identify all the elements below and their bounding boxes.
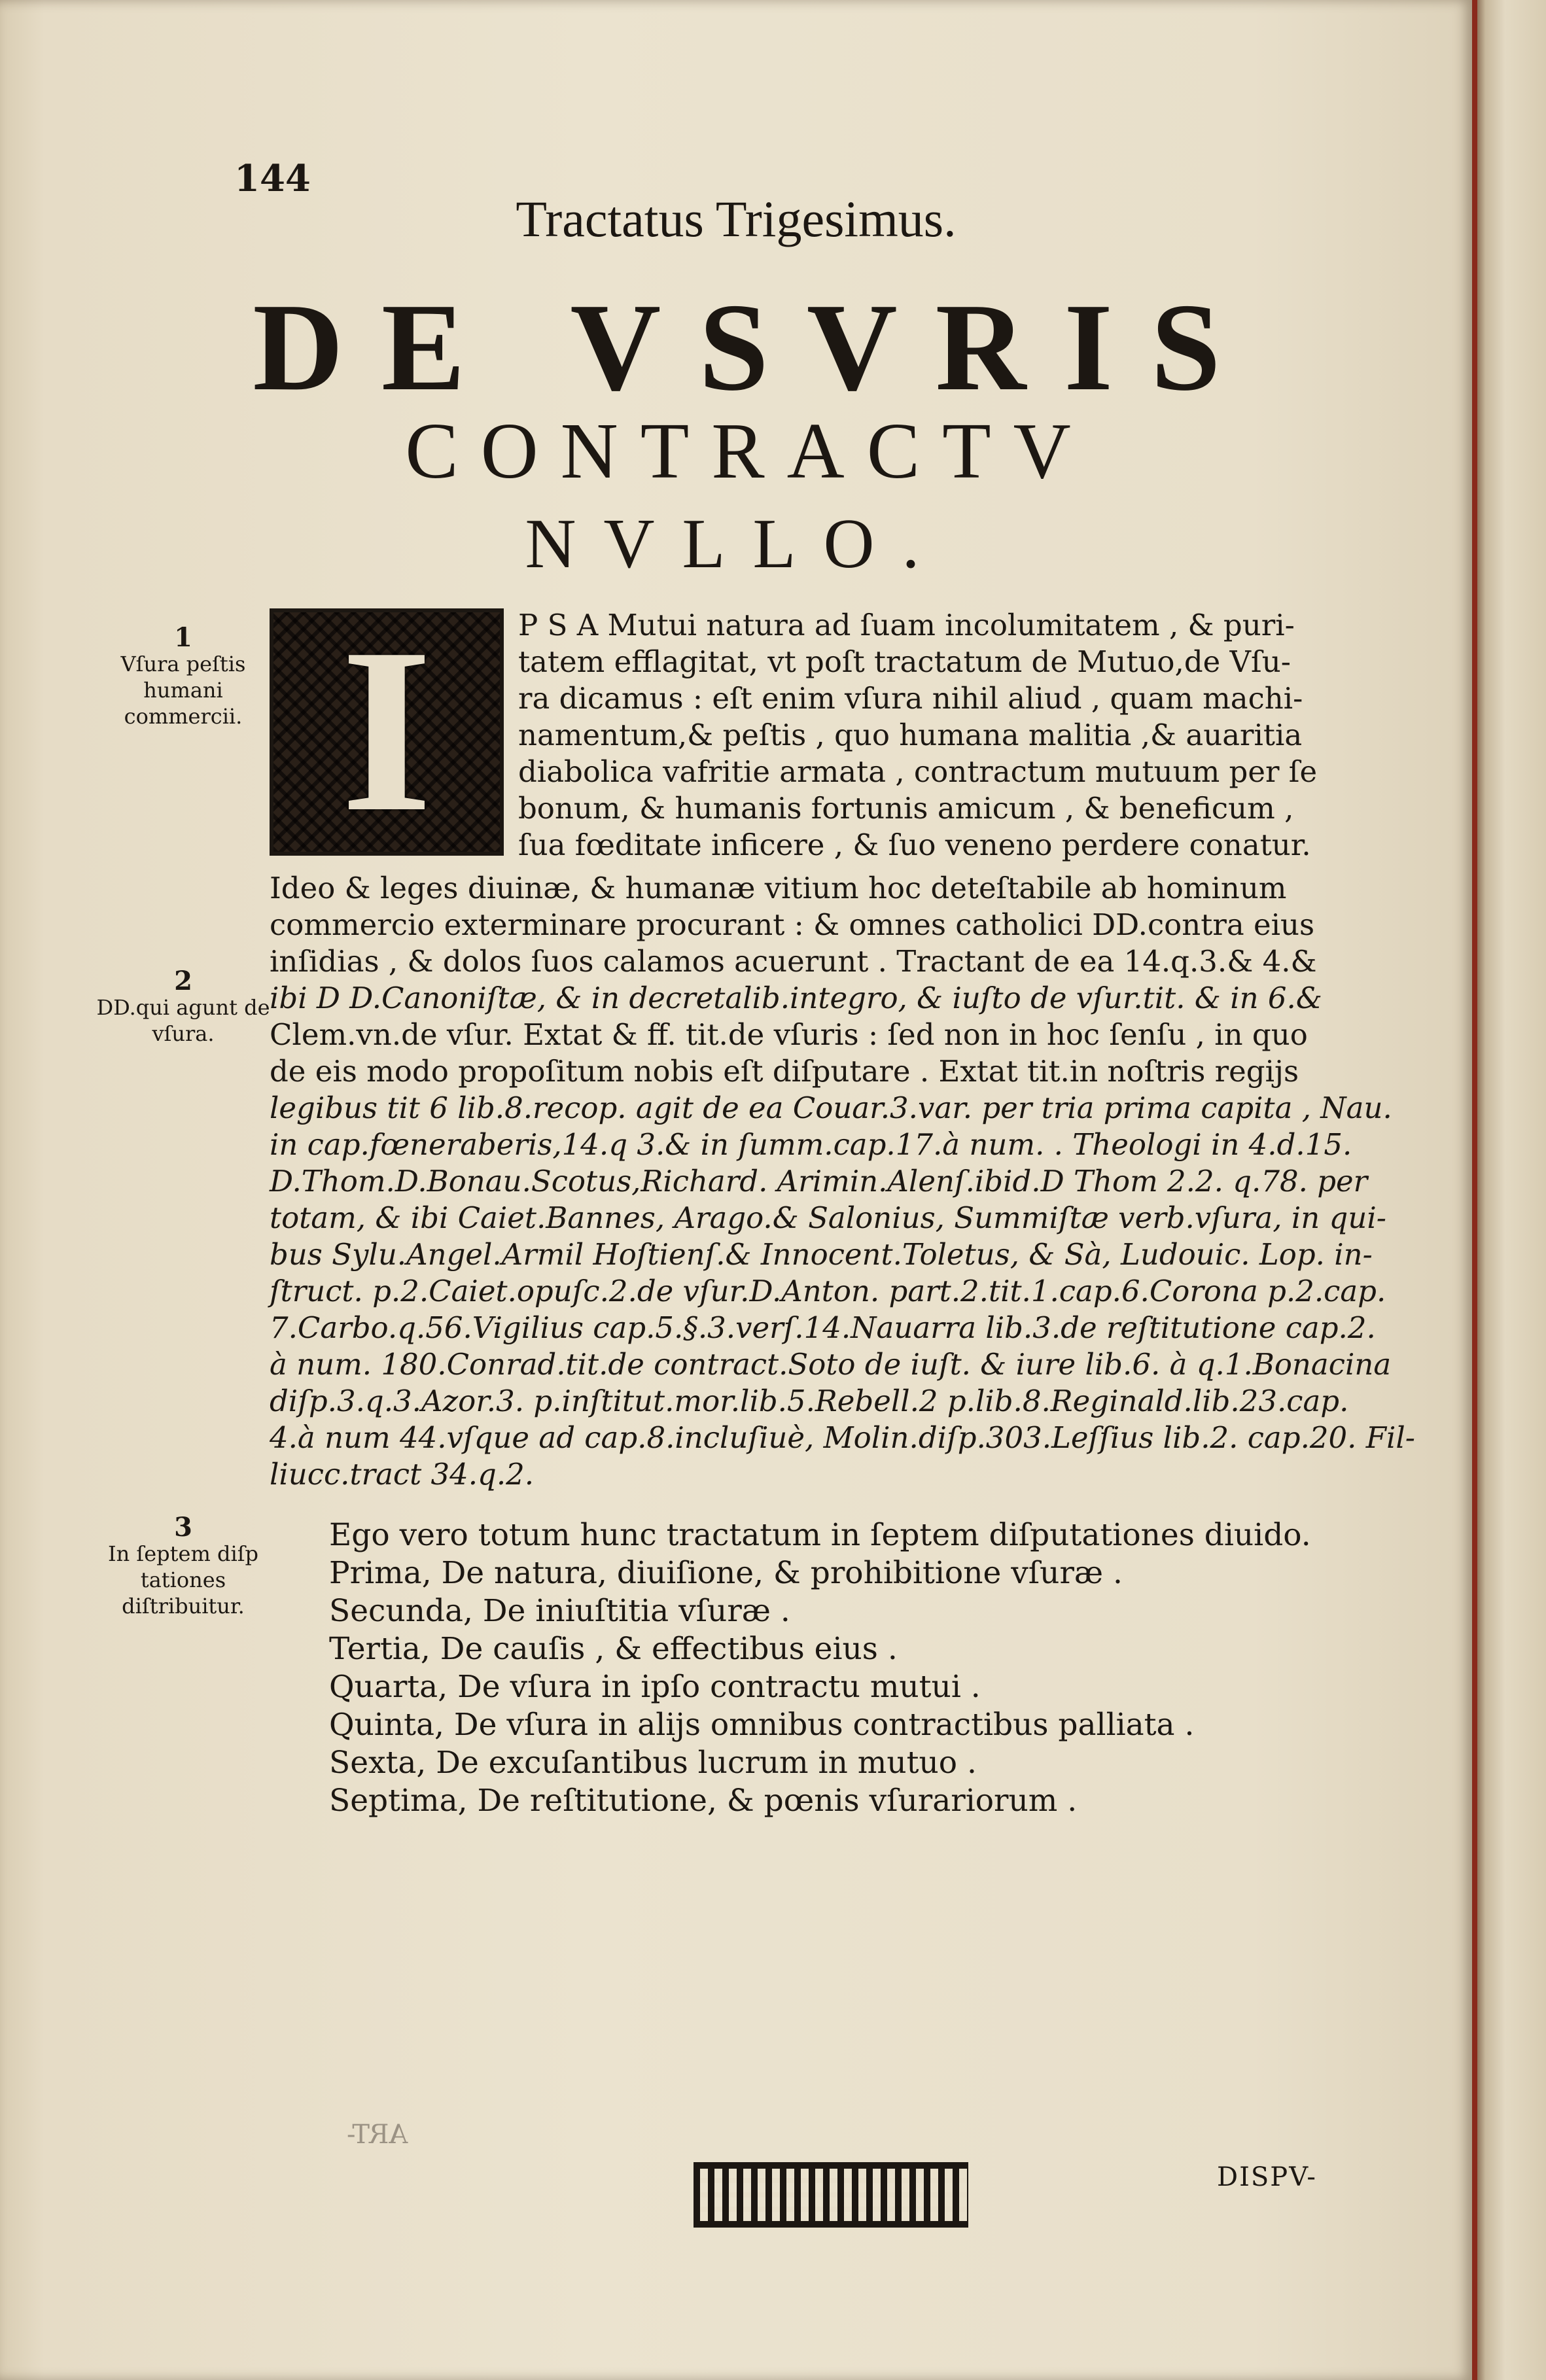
body-line: Ideo & leges diuinæ, & humanæ vitium hoc deteſtabile ab hominum bbox=[270, 871, 1287, 905]
body-line: diabolica vafritie armata , contractum mutuum per ſe bbox=[518, 754, 1318, 789]
body-line: liucc.tract 34.q.2. bbox=[270, 1457, 535, 1492]
binding-edge bbox=[1472, 0, 1477, 2380]
body-line: in cap.fœneraberis,14.q 3.& in ſumm.cap.17.à num. . Theologi in 4.d.15. bbox=[270, 1127, 1352, 1162]
body-line: P S A Mutui natura ad ſuam incolumitatem , & puri- bbox=[518, 608, 1295, 642]
body-line: bonum, & humanis fortunis amicum , & beneficum , bbox=[518, 791, 1294, 826]
division-item: Quinta, De vſura in alijs omnibus contractibus palliata . bbox=[329, 1707, 1195, 1743]
marginal-note-number: 2 bbox=[174, 966, 192, 996]
marginal-note-number: 1 bbox=[174, 622, 192, 653]
body-line: diſp.3.q.3.Azor.3. p.inſtitut.mor.lib.5.Rebell.2 p.lib.8.Reginald.lib.23.cap. bbox=[270, 1384, 1349, 1418]
division-item: Quarta, De vſura in ipſo contractu mutui . bbox=[329, 1669, 981, 1705]
division-list bbox=[329, 1516, 1311, 1820]
printers-ornament bbox=[694, 2162, 968, 2228]
division-item: Septima, De reſtitutione, & pœnis vſurariorum . bbox=[329, 1783, 1078, 1819]
catchword: DISPV- bbox=[1217, 2162, 1317, 2192]
division-item: Tertia, De cauſis , & effectibus eius . bbox=[329, 1631, 898, 1667]
marginal-note-text: DD.qui agunt de vſura. bbox=[96, 995, 270, 1046]
bleed-through-text: ART- bbox=[347, 2120, 408, 2150]
running-head: Tractatus Trigesimus. bbox=[516, 190, 957, 247]
marginal-note-3 bbox=[85, 1514, 281, 1619]
body-line: inſidias , & dolos ſuos calamos acuerunt . Tractant de ea 14.q.3.& 4.& bbox=[270, 944, 1317, 979]
body-line: 4.à num 44.vſque ad cap.8.incluſiuè, Molin.diſp.303.Leſſius lib.2. cap.20. Fil- bbox=[270, 1420, 1415, 1455]
body-line: tatem efflagitat, vt poſt tractatum de Mutuo,de Vſu- bbox=[518, 644, 1291, 679]
body-line: totam, & ibi Caiet.Bannes, Arago.& Salonius, Summiſtæ verb.vſura, in qui- bbox=[270, 1200, 1386, 1235]
body-line: ibi D D.Canoniſtæ, & in decretalib.integro, & iuſto de vſur.tit. & in 6.& bbox=[270, 981, 1322, 1015]
division-item: Prima, De natura, diuiſione, & prohibitione vſuræ . bbox=[329, 1555, 1123, 1591]
facing-page-edge bbox=[1472, 0, 1546, 2380]
division-item: Sexta, De excuſantibus lucrum in mutuo . bbox=[329, 1745, 977, 1781]
body-line: D.Thom.D.Bonau.Scotus,Richard. Arimin.Alenſ.ibid.D Thom 2.2. q.78. per bbox=[270, 1164, 1368, 1199]
division-item: Secunda, De iniuſtitia vſuræ . bbox=[329, 1593, 790, 1629]
body-line: ſtruct. p.2.Caiet.opuſc.2.de vſur.D.Anton. part.2.tit.1.cap.6.Corona p.2.cap. bbox=[270, 1274, 1386, 1308]
body-line: bus Sylu.Angel.Armil Hoſtienſ.& Innocent.Toletus, & Sà, Ludouic. Lop. in- bbox=[270, 1237, 1373, 1272]
body-line: Clem.vn.de vſur. Extat & ff. tit.de vſuris : ſed non in hoc ſenſu , in quo bbox=[270, 1017, 1308, 1052]
body-line: 7.Carbo.q.56.Vigilius cap.5.§.3.verſ.14.Nauarra lib.3.de reſtitutione cap.2. bbox=[270, 1310, 1376, 1345]
body-line: legibus tit 6 lib.8.recop. agit de ea Couar.3.var. per tria prima capita , Nau. bbox=[270, 1091, 1392, 1125]
title-line-2: CONTRACTV bbox=[405, 407, 1093, 495]
body-line: à num. 180.Conrad.tit.de contract.Soto de iuſt. & iure lib.6. à q.1.Bonacina bbox=[270, 1347, 1392, 1382]
body-line: de eis modo propoſitum nobis eſt diſputare . Extat tit.in noſtris regijs bbox=[270, 1054, 1299, 1089]
page-number: 144 bbox=[234, 157, 311, 200]
title-line-3: NVLLO. bbox=[525, 505, 947, 583]
title-line-1: DE VSVRIS bbox=[253, 277, 1259, 417]
body-line: ſua fœditate inficere , & ſuo veneno perdere conatur. bbox=[518, 828, 1311, 862]
body-line: commercio exterminare procurant : & omnes catholici DD.contra eius bbox=[270, 907, 1315, 942]
marginal-note-text: In ſeptem diſp tationes diſtribuitur. bbox=[107, 1541, 259, 1619]
marginal-note-1 bbox=[85, 622, 281, 729]
body-line: namentum,& peſtis , quo humana malitia ,& auaritia bbox=[518, 718, 1303, 752]
division-item: Ego vero totum hunc tractatum in ſeptem diſputationes diuido. bbox=[329, 1517, 1311, 1553]
body-line: ra dicamus : eſt enim vſura nihil aliud , quam machi- bbox=[518, 681, 1303, 716]
decorated-initial bbox=[270, 599, 504, 860]
marginal-note-number: 3 bbox=[174, 1512, 192, 1543]
marginal-note-2 bbox=[85, 968, 281, 1047]
drop-cap-letter: I bbox=[340, 599, 433, 860]
marginal-note-text: Vſura peſtis humani commercii. bbox=[120, 652, 246, 729]
